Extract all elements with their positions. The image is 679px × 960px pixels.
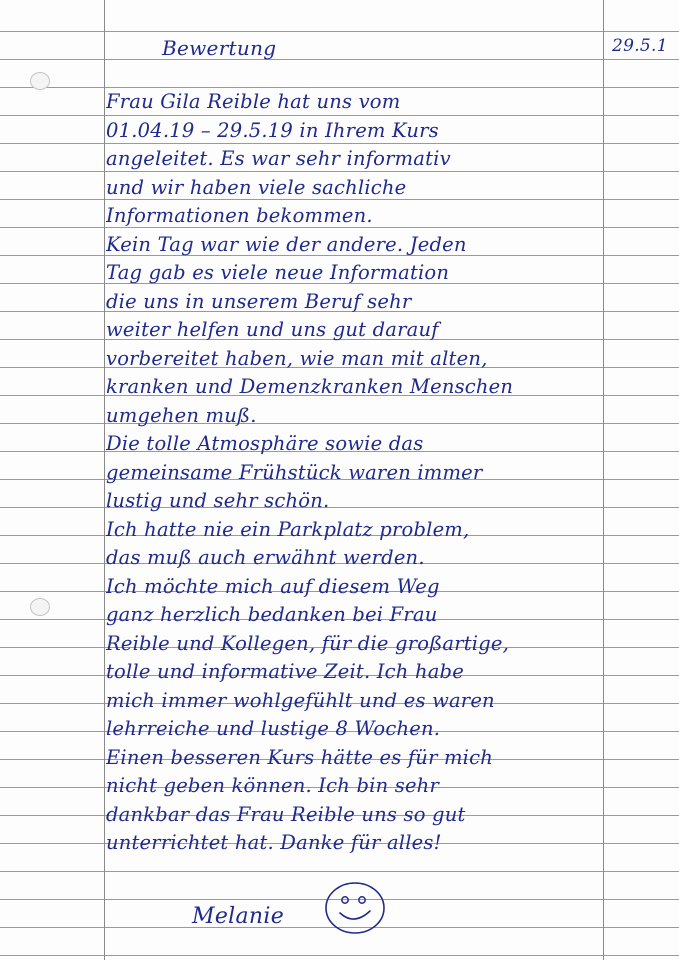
body-line: vorbereitet haben, wie man mit alten,	[106, 346, 488, 370]
body-line: Frau Gila Reible hat uns vom	[106, 90, 401, 113]
body-line: dankbar das Frau Reible uns so gut	[106, 802, 466, 826]
right-margin-line	[603, 0, 604, 960]
body-line: Einen besseren Kurs hätte es für mich	[106, 745, 493, 769]
body-line: weiter helfen und uns gut darauf	[106, 318, 439, 341]
letter-body	[106, 88, 602, 858]
body-line: und wir haben viele sachliche	[106, 175, 407, 199]
date-corner: 29.5.1	[612, 36, 668, 56]
body-line: 01.04.19 – 29.5.19 in Ihrem Kurs	[106, 118, 439, 142]
body-line: Reible und Kollegen, für die großartige,	[106, 631, 510, 655]
body-line: Kein Tag war wie der andere. Jeden	[106, 232, 467, 256]
body-line: Tag gab es viele neue Information	[106, 261, 450, 284]
punch-hole-top	[30, 72, 50, 90]
body-line: Ich hatte nie ein Parkplatz problem,	[106, 517, 470, 541]
body-line: unterrichtet hat. Danke für alles!	[106, 831, 442, 854]
body-line: kranken und Demenzkranken Menschen	[106, 375, 514, 398]
body-line: gemeinsame Frühstück waren immer	[106, 460, 483, 484]
body-line: Die tolle Atmosphäre sowie das	[106, 432, 424, 455]
body-line: lustig und sehr schön.	[106, 489, 330, 512]
left-margin-line	[104, 0, 105, 960]
body-line: die uns in unserem Beruf sehr	[106, 289, 412, 313]
body-line: Informationen bekommen.	[106, 204, 373, 227]
body-line: nicht geben können. Ich bin sehr	[106, 774, 439, 797]
body-line: tolle und informative Zeit. Ich habe	[106, 660, 464, 683]
body-line: mich immer wohlgefühlt und es waren	[106, 688, 495, 712]
body-line: Ich möchte mich auf diesem Weg	[106, 574, 440, 598]
punch-hole-bottom	[30, 598, 50, 616]
body-line: ganz herzlich bedanken bei Frau	[106, 603, 438, 626]
body-line: umgehen muß.	[106, 403, 257, 427]
body-line: angeleitet. Es war sehr informativ	[106, 147, 451, 170]
body-line: lehrreiche und lustige 8 Wochen.	[106, 717, 441, 740]
smiley-face-icon	[322, 880, 388, 936]
letter-heading: Bewertung	[162, 36, 277, 60]
body-line: das muß auch erwähnt werden.	[106, 546, 425, 569]
signature: Melanie	[192, 904, 285, 929]
